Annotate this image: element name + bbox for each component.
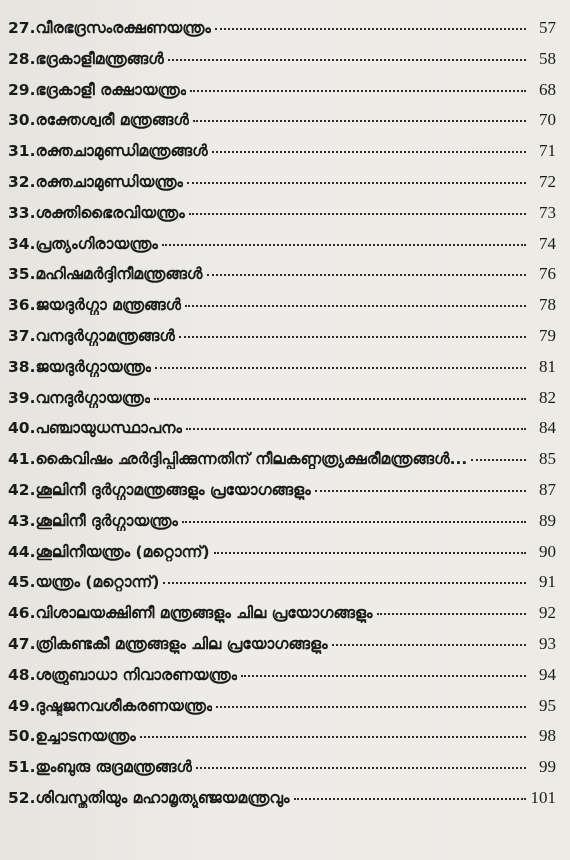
entry-title: രക്തചാമുണ്ഡിയന്ത്രം <box>35 172 184 191</box>
dot-leader <box>190 90 526 92</box>
entry-title: ശൂലിനീ ദുർഗ്ഗാമന്ത്രങ്ങളും പ്രയോഗങ്ങളും <box>35 480 311 499</box>
entry-page-number: 76 <box>539 264 556 284</box>
toc-entry <box>8 234 556 265</box>
entry-page-number: 101 <box>530 787 556 807</box>
toc-entry <box>8 49 556 80</box>
dot-leader <box>185 305 526 307</box>
toc-entry <box>8 603 556 634</box>
toc-entry <box>8 80 556 111</box>
entry-number: 41. <box>8 450 36 469</box>
toc-entry <box>8 726 556 757</box>
entry-page-number: 99 <box>539 757 556 777</box>
entry-page-number: 95 <box>539 695 556 715</box>
toc-entry <box>8 511 556 542</box>
entry-number: 45. <box>8 573 36 592</box>
toc-entry <box>8 542 556 573</box>
entry-page-number: 79 <box>539 325 556 345</box>
entry-title: യന്ത്രം (മറ്റൊന്ന്) <box>35 573 160 592</box>
entry-title: പ്രത്യംഗിരായന്ത്രം <box>35 234 158 253</box>
toc-entry <box>8 172 556 203</box>
entry-title: കൈവിഷം ഛർദ്ദിപ്പിക്കുന്നതിന് നീലകണ്ഠത്ര്യക്ഷരീമന്ത്രങ്ങൾ... <box>35 450 468 469</box>
entry-page-number: 92 <box>539 603 556 623</box>
toc-entry <box>8 203 556 234</box>
entry-title: വനദുർഗ്ഗാമന്ത്രങ്ങൾ <box>35 326 175 345</box>
dot-leader <box>179 336 526 338</box>
toc-entry <box>8 696 556 727</box>
entry-number: 48. <box>8 665 36 684</box>
entry-number: 27. <box>8 19 36 37</box>
entry-number: 32. <box>8 172 36 191</box>
entry-page-number: 70 <box>539 110 556 130</box>
toc-entry <box>8 788 556 819</box>
entry-page-number: 82 <box>539 387 556 407</box>
entry-page-number: 90 <box>539 541 556 561</box>
entry-page-number: 91 <box>539 572 556 592</box>
dot-leader <box>207 274 527 276</box>
entry-title: ഭദ്രകാളീമന്ത്രങ്ങൾ <box>35 49 164 68</box>
entry-page-number: 89 <box>539 510 556 530</box>
entry-title: ശൂലിനീ ദുർഗ്ഗായന്ത്രം <box>35 511 178 530</box>
entry-number: 40. <box>8 419 36 438</box>
entry-title: ഭദ്രകാളീ രക്ഷായന്ത്രം <box>35 80 187 99</box>
entry-page-number: 85 <box>539 449 556 469</box>
dot-leader <box>332 644 526 646</box>
toc-entry <box>8 757 556 788</box>
toc-entry <box>8 18 556 49</box>
entry-number: 33. <box>8 203 36 222</box>
dot-leader <box>294 798 527 800</box>
dot-leader <box>186 428 526 430</box>
dot-leader <box>187 182 526 184</box>
entry-title: ശക്തിഭൈരവിയന്ത്രം <box>35 203 185 222</box>
dot-leader <box>155 367 526 369</box>
dot-leader <box>212 151 526 153</box>
dot-leader <box>216 706 526 708</box>
entry-title: ശിവസ്തുതിയും മഹാമൃത്യുഞ്ജയമന്ത്രവും <box>35 788 290 807</box>
toc-entry <box>8 110 556 141</box>
entry-number: 34. <box>8 234 36 253</box>
entry-number: 36. <box>8 296 36 315</box>
toc-entry <box>8 572 556 603</box>
dot-leader <box>215 28 526 30</box>
entry-page-number: 94 <box>539 664 556 684</box>
dot-leader <box>154 398 526 400</box>
entry-title: ജയദുർഗ്ഗാ മന്ത്രങ്ങൾ <box>35 296 182 315</box>
toc-entry <box>8 141 556 172</box>
entry-page-number: 74 <box>539 233 556 253</box>
entry-number: 52. <box>8 788 36 807</box>
entry-page-number: 98 <box>539 726 556 746</box>
entry-number: 29. <box>8 80 36 99</box>
toc-entry <box>8 388 556 419</box>
toc-entry <box>8 418 556 449</box>
dot-leader <box>196 767 526 769</box>
entry-number: 42. <box>8 480 36 499</box>
entry-page-number: 68 <box>539 79 556 99</box>
entry-number: 51. <box>8 758 36 777</box>
toc-entry <box>8 295 556 326</box>
entry-number: 39. <box>8 388 36 407</box>
entry-title: വനദുർഗ്ഗായന്ത്രം <box>35 388 151 407</box>
entry-number: 50. <box>8 727 36 746</box>
dot-leader <box>193 120 526 122</box>
entry-page-number: 93 <box>539 633 556 653</box>
toc-entry <box>8 634 556 665</box>
dot-leader <box>241 675 526 677</box>
entry-page-number: 58 <box>539 48 556 68</box>
toc-entry <box>8 480 556 511</box>
entry-page-number: 81 <box>539 356 556 376</box>
dot-leader <box>377 613 526 615</box>
table-of-contents <box>8 18 556 819</box>
entry-title: ശത്രുബാധാ നിവാരണയന്ത്രം <box>35 665 238 684</box>
entry-number: 43. <box>8 511 36 530</box>
entry-number: 46. <box>8 604 36 623</box>
dot-leader <box>140 736 526 738</box>
entry-title: ജയദുർഗ്ഗായന്ത്രം <box>35 357 152 376</box>
dot-leader <box>163 582 526 584</box>
entry-title: മഹിഷമർദ്ദിനീമന്ത്രങ്ങൾ <box>35 265 203 284</box>
entry-number: 47. <box>8 634 36 653</box>
entry-title: പഞ്ചായുധസ്ഥാപനം <box>35 419 182 438</box>
entry-number: 35. <box>8 265 36 284</box>
dot-leader <box>315 490 526 492</box>
dot-leader <box>189 213 526 215</box>
entry-number: 37. <box>8 326 36 345</box>
entry-page-number: 71 <box>539 141 556 161</box>
toc-entry <box>8 357 556 388</box>
entry-number: 38. <box>8 357 36 376</box>
toc-entry <box>8 665 556 696</box>
entry-number: 28. <box>8 49 36 68</box>
toc-entry <box>8 326 556 357</box>
entry-page-number: 73 <box>539 202 556 222</box>
entry-title: ദുഷ്ടജനവശീകരണയന്ത്രം <box>35 696 213 715</box>
entry-title: രക്തേശ്വരീ മന്ത്രങ്ങൾ <box>35 111 189 130</box>
entry-page-number: 57 <box>539 18 556 37</box>
entry-page-number: 78 <box>539 295 556 315</box>
entry-title: രക്തചാമുണ്ഡിമന്ത്രങ്ങൾ <box>35 142 208 161</box>
entry-page-number: 84 <box>539 418 556 438</box>
dot-leader <box>214 552 526 554</box>
entry-title: വീരഭദ്രസംരക്ഷണയന്ത്രം <box>35 19 211 37</box>
entry-page-number: 87 <box>539 479 556 499</box>
dot-leader <box>182 521 526 523</box>
entry-title: ഉച്ചാടനയന്ത്രം <box>35 727 136 746</box>
toc-entry <box>8 449 556 480</box>
entry-title: ശൂലിനീയന്ത്രം (മറ്റൊന്ന്) <box>35 542 210 561</box>
entry-number: 30. <box>8 111 36 130</box>
entry-title: ത്രികണ്ടകീ മന്ത്രങ്ങളും ചില പ്രയോഗങ്ങളും <box>35 634 328 653</box>
toc-entry <box>8 264 556 295</box>
entry-number: 49. <box>8 696 36 715</box>
entry-number: 44. <box>8 542 36 561</box>
dot-leader <box>471 459 526 461</box>
dot-leader <box>162 244 526 246</box>
entry-title: വിശാലയക്ഷിണീ മന്ത്രങ്ങളും ചില പ്രയോഗങ്ങളും <box>35 604 373 623</box>
entry-title: തുംബുരു രുദ്രമന്ത്രങ്ങൾ <box>35 758 193 777</box>
entry-page-number: 72 <box>539 171 556 191</box>
entry-number: 31. <box>8 142 36 161</box>
dot-leader <box>168 59 526 61</box>
